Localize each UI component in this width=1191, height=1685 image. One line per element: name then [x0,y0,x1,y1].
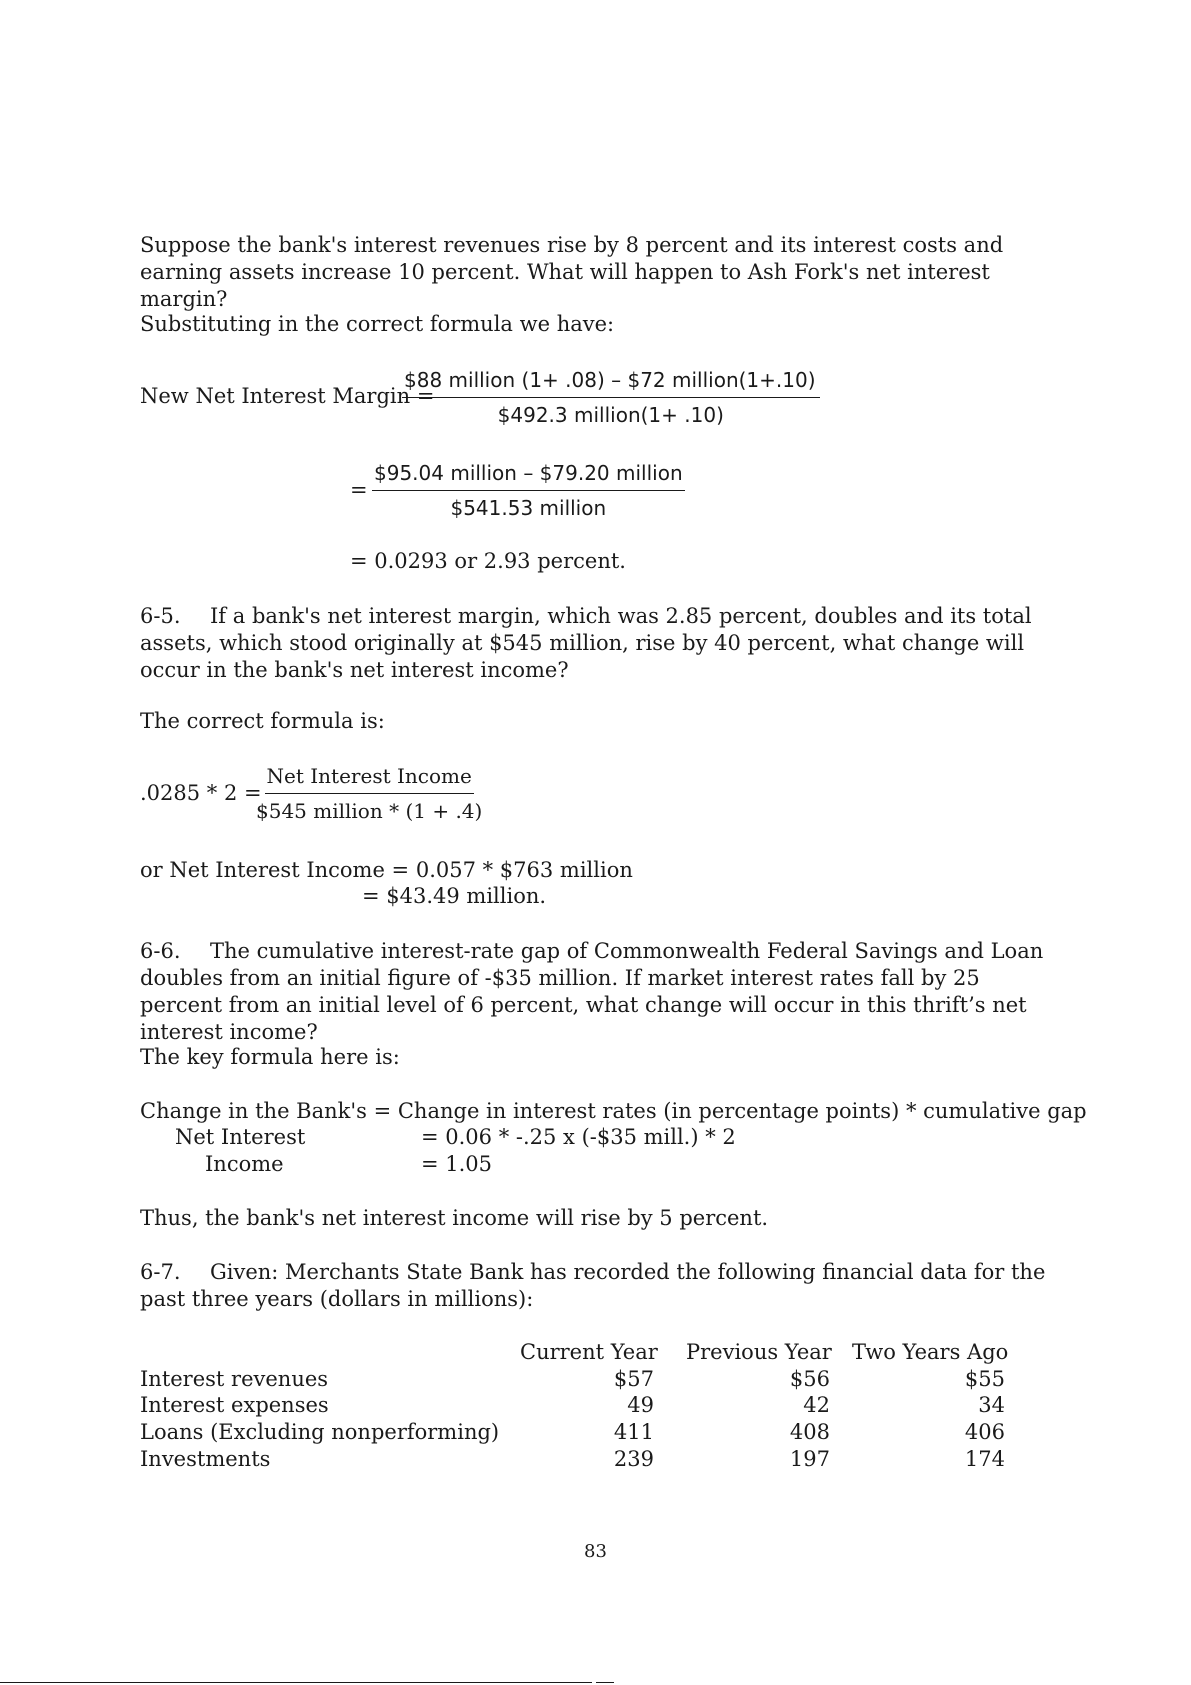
nii-numerator: Net Interest Income [265,764,474,794]
cell-current: 49 [627,1393,654,1417]
gap-formula-row2-label: Net Interest [175,1125,306,1149]
gap-formula-row3-value: = 1.05 [421,1152,493,1176]
step2-fraction [372,461,685,520]
gap-formula-row2-value: = 0.06 * -.25 x (-$35 mill.) * 2 [421,1125,736,1149]
gap-formula-row1: Change in the Bank's = Change in interest rates (in percentage points) * cumulative gap [140,1099,1087,1123]
page-number: 83 [584,1541,607,1562]
cell-two-years: $55 [964,1367,1005,1391]
row-label: Loans (Excluding nonperforming) [140,1420,500,1444]
gap-formula-row3-label: Income [205,1152,284,1176]
substituting-text: Substituting in the correct formula we have: [140,312,615,336]
question-6-6 [140,938,1060,1046]
bottom-rule-right [596,1682,614,1683]
question-6-7-text: Given: Merchants State Bank has recorded the following financial data for the past three years (dollars in millions): [140,1260,1046,1311]
row-label: Investments [140,1447,271,1471]
nim-fraction [402,368,820,427]
cell-current: 239 [613,1447,654,1471]
nii-line1: or Net Interest Income = 0.057 * $763 million [140,858,633,882]
question-6-6-text: The cumulative interest-rate gap of Commonwealth Federal Savings and Loan doubles from an initial figure of -$35 million. If market interest rates fall by 25 percent from an initial level of 6 percent, what change will occur in this thrift’s net interest income? [140,939,1044,1044]
step2-numerator: $95.04 million – $79.20 million [372,461,685,491]
question-6-5-number: 6-5. [140,604,181,628]
cell-previous: 42 [803,1393,830,1417]
nim-result: = 0.0293 or 2.93 percent. [350,549,626,573]
nii-fraction [256,764,482,823]
nii-lhs: .0285 * 2 = [140,781,262,805]
formula-intro-6-5: The correct formula is: [140,709,385,733]
cell-current: 411 [613,1420,654,1444]
question-6-5 [140,603,1060,684]
question-6-5-text: If a bank's net interest margin, which was 2.85 percent, doubles and its total assets, which stood originally at $545 million, rise by 40 percent, what change will occur in the bank's net interest income? [140,604,1032,682]
nii-denominator: $545 million * (1 + .4) [256,799,483,823]
step2-denominator: $541.53 million [450,496,607,520]
cell-current: $57 [613,1367,654,1391]
cell-two-years: 34 [978,1393,1005,1417]
cell-previous: $56 [789,1367,830,1391]
question-6-7 [140,1259,1060,1313]
cell-two-years: 174 [964,1447,1005,1471]
cell-previous: 408 [789,1420,830,1444]
intro-question: Suppose the bank's interest revenues rise by 8 percent and its interest costs and earning assets increase 10 percent. What will happen to Ash Fork's net interest margin? [140,233,1004,311]
question-6-6-number: 6-6. [140,939,181,963]
step2-eq: = [350,478,368,502]
col-header-two-years: Two Years Ago [852,1340,1009,1364]
col-header-current: Current Year [520,1340,658,1364]
row-label: Interest expenses [140,1393,329,1417]
gap-conclusion: Thus, the bank's net interest income will rise by 5 percent. [140,1206,769,1230]
nim-numerator: $88 million (1+ .08) – $72 million(1+.10) [402,368,820,398]
nim-denominator: $492.3 million(1+ .10) [497,403,724,427]
col-header-previous: Previous Year [686,1340,832,1364]
nim-label: New Net Interest Margin = [140,384,435,408]
cell-two-years: 406 [964,1420,1005,1444]
bottom-rule-left [0,1682,592,1683]
nii-line2: = $43.49 million. [362,884,547,908]
formula-intro-6-6: The key formula here is: [140,1045,400,1069]
cell-previous: 197 [789,1447,830,1471]
row-label: Interest revenues [140,1367,329,1391]
question-6-7-number: 6-7. [140,1260,181,1284]
